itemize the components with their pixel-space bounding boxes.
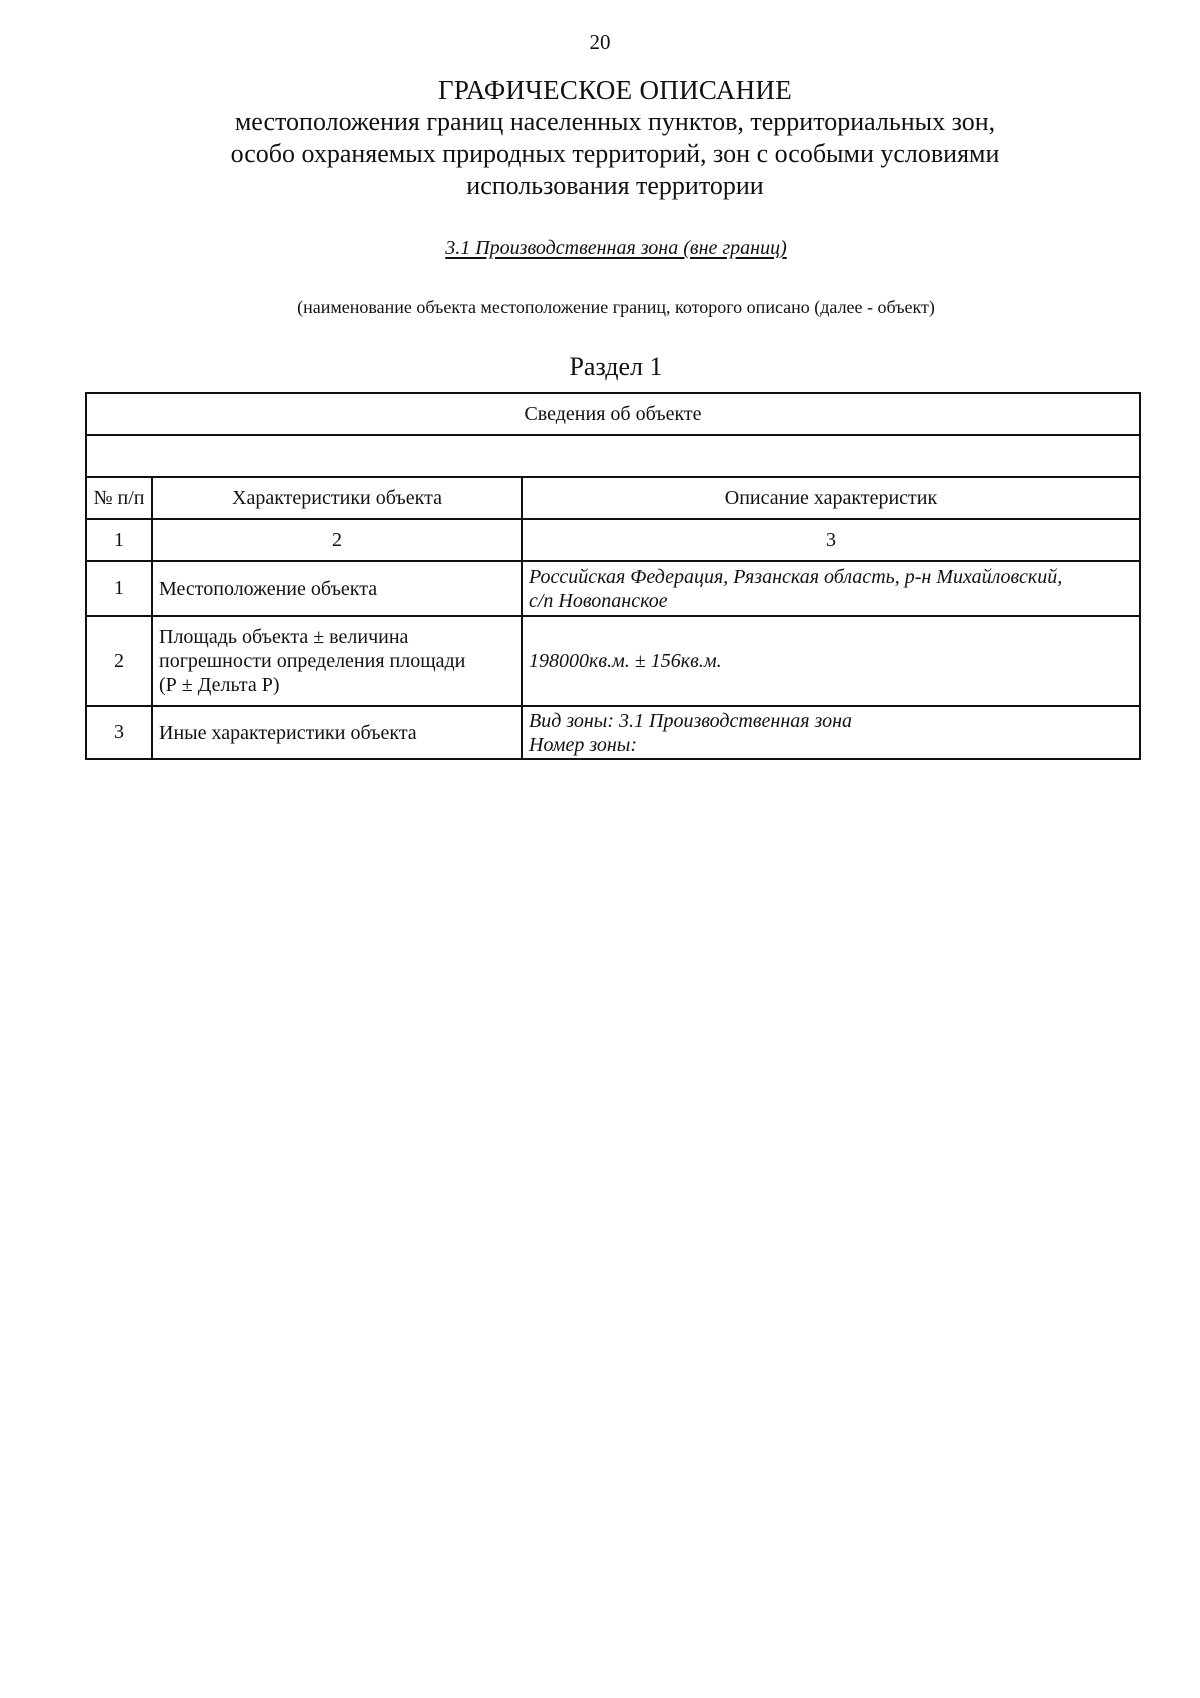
row-description: 198000кв.м. ± 156кв.м. xyxy=(522,616,1140,706)
row-number: 1 xyxy=(86,561,152,616)
title-subtitle: местоположения границ населенных пунктов, территориальных зон, особо охраняемых природных территорий, зон с особыми условиями использования территории xyxy=(230,107,1000,200)
table-row xyxy=(86,561,1140,616)
column-header-description: Описание характеристик xyxy=(522,477,1140,519)
row-number: 2 xyxy=(86,616,152,706)
row-characteristic: Местоположение объекта xyxy=(152,561,522,616)
object-caption: (наименование объекта местоположение границ, которого описано (далее - объект) xyxy=(297,297,935,317)
characteristic-line: (Р ± Дельта Р) xyxy=(159,674,280,696)
table-row xyxy=(86,616,1140,706)
title-main: ГРАФИЧЕСКОЕ ОПИСАНИЕ xyxy=(437,75,793,105)
row-description xyxy=(522,706,1140,759)
table-row xyxy=(86,706,1140,759)
object-info-table xyxy=(85,392,1141,760)
description-line: Российская Федерация, Рязанская область, р-н Михайловский, xyxy=(529,565,1063,588)
document-title xyxy=(150,74,1080,202)
row-characteristic xyxy=(152,616,522,706)
description-line: Номер зоны: xyxy=(529,733,637,756)
table-column-numbers xyxy=(86,519,1140,561)
table-header: Сведения об объекте xyxy=(86,393,1140,435)
row-description xyxy=(522,561,1140,616)
characteristic-line: погрешности определения площади xyxy=(159,650,466,672)
table-header-row xyxy=(86,393,1140,435)
object-name: 3.1 Производственная зона (вне границ) xyxy=(445,237,787,259)
table-empty-row xyxy=(86,435,1140,477)
column-number-1: 1 xyxy=(86,519,152,561)
section-title: Раздел 1 xyxy=(569,352,663,381)
description-line: Вид зоны: 3.1 Производственная зона xyxy=(529,709,852,732)
row-number: 3 xyxy=(86,706,152,759)
characteristic-line: Площадь объекта ± величина xyxy=(159,626,409,648)
page-number: 20 xyxy=(589,30,611,54)
column-header-num: № п/п xyxy=(86,477,152,519)
table-column-headers xyxy=(86,477,1140,519)
table-empty-cell xyxy=(86,435,1140,477)
row-characteristic: Иные характеристики объекта xyxy=(152,706,522,759)
column-number-3: 3 xyxy=(522,519,1140,561)
description-line: с/п Новопанское xyxy=(529,589,668,612)
column-header-characteristic: Характеристики объекта xyxy=(152,477,522,519)
column-number-2: 2 xyxy=(152,519,522,561)
